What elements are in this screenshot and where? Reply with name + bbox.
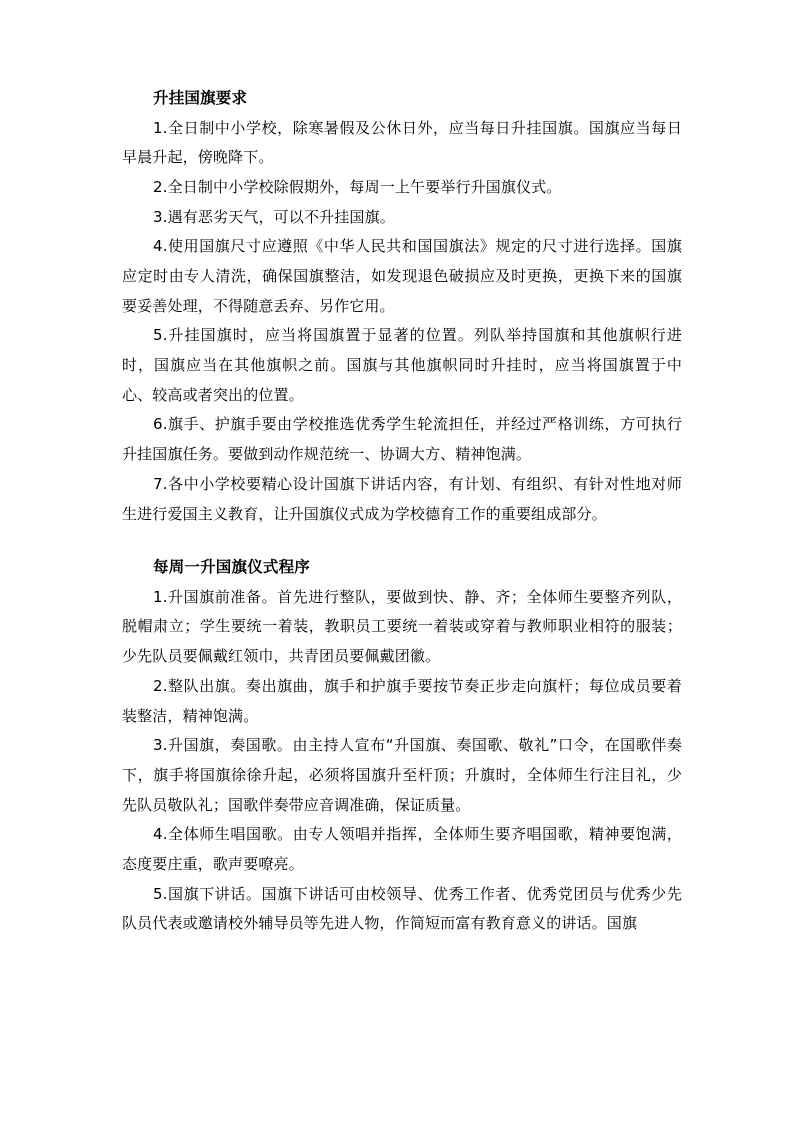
paragraph: 1.全日制中小学校，除寒暑假及公休日外，应当每日升挂国旗。国旗应当每日早晨升起，傍晚降下。: [122, 118, 682, 167]
paragraph: 1.升国旗前准备。首先进行整队，要做到快、静、齐；全体师生要整齐列队，脱帽肃立；学生要统一着装，教职员工要统一着装或穿着与教师职业相符的服装；少先队员要佩戴红领巾，共青团员要佩戴团徽。: [122, 587, 682, 666]
paragraph: 5.升挂国旗时，应当将国旗置于显著的位置。列队举持国旗和其他旗帜行进时，国旗应当在其他旗帜之前。国旗与其他旗帜同时升挂时，应当将国旗置于中心、较高或者突出的位置。: [122, 326, 682, 404]
paragraph: 7.各中小学校要精心设计国旗下讲话内容，有计划、有组织、有针对性地对师生进行爱国主义教育，让升国旗仪式成为学校德育工作的重要组成部分。: [122, 474, 682, 523]
paragraph: 3.升国旗，奏国歌。由主持人宣布“升国旗、奏国歌、敬礼”口令，在国歌伴奏下，旗手将国旗徐徐升起，必须将国旗升至杆顶；升旗时，全体师生行注目礼，少先队员敬队礼；国歌伴奏带应音调准确，保证质量。: [122, 736, 682, 814]
section-heading: 升挂国旗要求: [153, 89, 248, 107]
paragraph: 3.遇有恶劣天气，可以不升挂国旗。: [153, 207, 395, 226]
document-body: [122, 86, 682, 939]
paragraph: 5.国旗下讲话。国旗下讲话可由校领导、优秀工作者、优秀党团员与优秀少先队员代表或邀请校外辅导员等先进人物，作简短而富有教育意义的讲话。国旗: [122, 884, 682, 933]
paragraph: 4.全体师生唱国歌。由专人领唱并指挥，全体师生要齐唱国歌，精神要饱满，态度要庄重，歌声要嘹亮。: [122, 825, 682, 873]
section-flag-raising-requirements: [122, 86, 682, 529]
section-weekly-ceremony-procedure: [122, 555, 682, 939]
paragraph: 6.旗手、护旗手要由学校推选优秀学生轮流担任，并经过严格训练，方可执行升挂国旗任务。要做到动作规范统一、协调大方、精神饱满。: [122, 415, 682, 464]
section-heading: 每周一升国旗仪式程序: [153, 558, 311, 577]
paragraph: 4.使用国旗尺寸应遵照《中华人民共和国国旗法》规定的尺寸进行选择。国旗应定时由专人清洗，确保国旗整洁，如发现退色破损应及时更换，更换下来的国旗要妥善处理，不得随意丢弃、另作它用。: [122, 237, 682, 315]
paragraph: 2.全日制中小学校除假期外，每周一上午要举行升国旗仪式。: [153, 177, 562, 196]
paragraph: 2.整队出旗。奏出旗曲，旗手和护旗手要按节奏正步走向旗杆；每位成员要着装整洁，精神饱满。: [122, 676, 682, 725]
